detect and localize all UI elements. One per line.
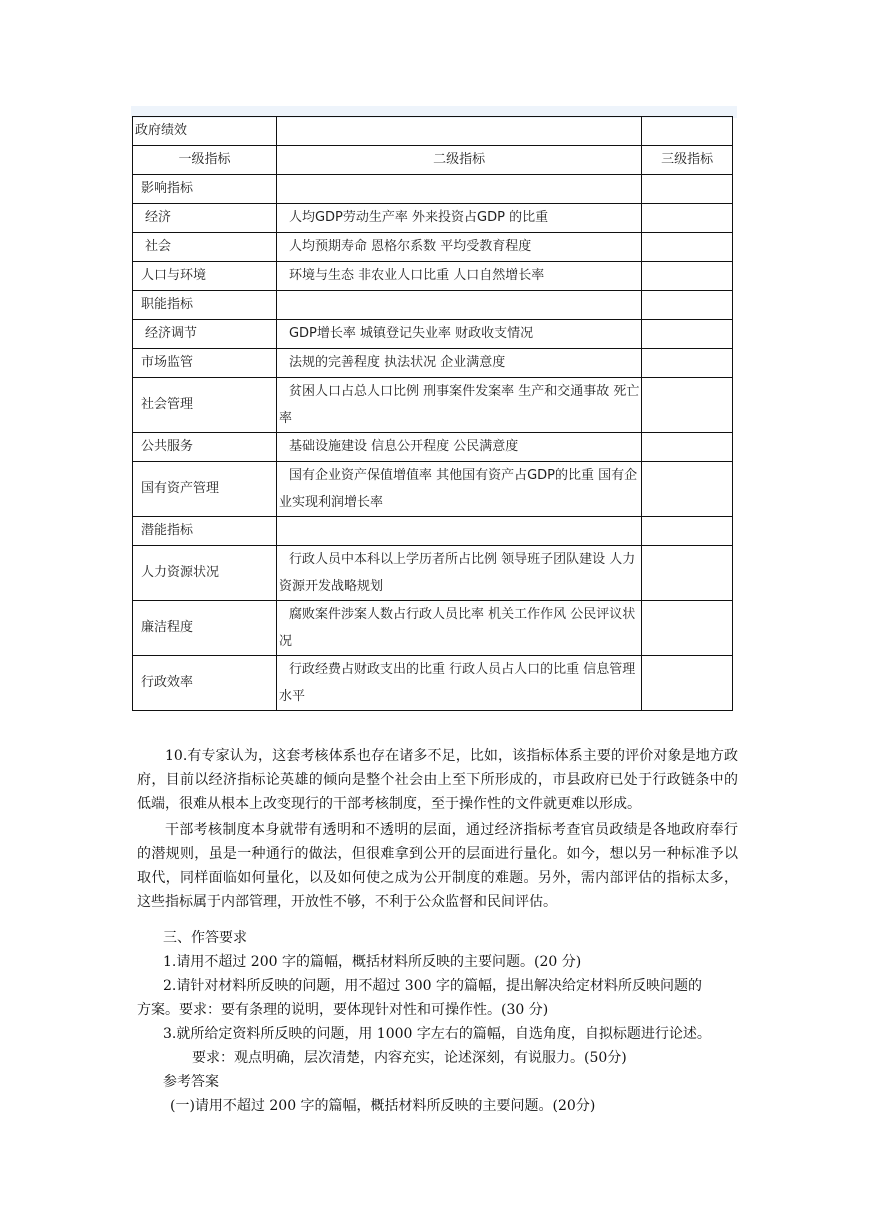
question-2: 2.请针对材料所反映的问题，用不超过 300 字的篇幅，提出解决给定材料所反映问题的 — [163, 978, 702, 994]
row-label: 经济 — [145, 210, 172, 225]
row-detail: 环境与生态 非农业人口比重 人口自然增长率 — [288, 268, 545, 283]
question-1: 1.请用不超过 200 字的篇幅，概括材料所反映的主要问题。(20 分) — [163, 954, 582, 970]
row-detail: 人均GDP劳动生产率 外来投资占GDP 的比重 — [288, 210, 549, 225]
paragraph-10: 10.有专家认为，这套考核体系也存在诸多不足，比如，该指标体系主要的评价对象是地方政府，目前以经济指标论英雄的倾向是整个社会由上至下所形成的，市县政府已处于行政链条中的低端，很难从根本上改变现行的干部考核制度，至于操作性的文件就更难以形成。 — [137, 748, 738, 812]
table-row — [133, 175, 733, 204]
indicator-table — [132, 116, 733, 711]
row-detail: 法规的完善程度 执法状况 企业满意度 — [288, 355, 506, 370]
row-detail: 基础设施建设 信息公开程度 公民满意度 — [288, 439, 519, 454]
paragraph-11: 干部考核制度本身就带有透明和不透明的层面，通过经济指标考查官员政绩是各地政府奉行的潜规则，虽是一种通行的做法，但很难拿到公开的层面进行量化。如今，想以另一种标准予以取代，同样面临如何量化，以及如何使之成为公开制度的难题。另外，需内部评估的指标太多，这些指标属于内部管理，开放性不够，不利于公众监督和民间评估。 — [137, 822, 738, 910]
table-row — [133, 204, 733, 233]
question-3: 3.就所给定资料所反映的问题，用 1000 字左右的篇幅，自选角度，自拟标题进行论述。 — [163, 1026, 711, 1042]
section-heading: 三、作答要求 — [163, 930, 247, 946]
row-label: 公共服务 — [141, 439, 194, 454]
header-level2: 二级指标 — [276, 146, 641, 175]
row-label: 社会管理 — [141, 397, 194, 412]
table-row — [133, 656, 733, 711]
row-detail: 国有企业资产保值增值率 其他国有资产占GDP的比重 国有企业实现利润增长率 — [278, 468, 638, 510]
row-label: 行政效率 — [141, 675, 194, 690]
answer-heading: 参考答案 — [163, 1074, 219, 1090]
table-row — [133, 517, 733, 546]
header-level3: 三级指标 — [642, 146, 733, 175]
row-label: 国有资产管理 — [141, 481, 220, 496]
table-title-row — [133, 117, 733, 146]
answer-1: (一)请用不超过 200 字的篇幅，概括材料所反映的主要问题。(20分) — [170, 1098, 596, 1114]
row-label: 市场监管 — [141, 355, 194, 370]
row-label: 影响指标 — [141, 181, 194, 196]
row-label: 廉洁程度 — [141, 620, 194, 635]
table-row — [133, 262, 733, 291]
row-detail: GDP增长率 城镇登记失业率 财政收支情况 — [288, 326, 534, 341]
row-detail — [279, 523, 289, 538]
row-label: 人力资源状况 — [141, 565, 220, 580]
table-row — [133, 433, 733, 462]
table-row — [133, 601, 733, 656]
row-detail: 行政人员中本科以上学历者所占比例 领导班子团队建设 人力资源开发战略规划 — [278, 552, 636, 594]
question-3-requirement: 要求：观点明确，层次清楚，内容充实，论述深刻，有说服力。(50分) — [192, 1050, 627, 1066]
table-row — [133, 233, 733, 262]
row-detail — [279, 297, 289, 312]
table-row — [133, 349, 733, 378]
table-row — [133, 462, 733, 517]
row-label: 人口与环境 — [141, 268, 207, 283]
question-2-requirement: 方案。要求：要有条理的说明，要体现针对性和可操作性。(30 分) — [137, 1002, 549, 1018]
row-label: 社会 — [145, 239, 172, 254]
table-row — [133, 378, 733, 433]
header-level1: 一级指标 — [133, 146, 277, 175]
table-title: 政府绩效 — [133, 117, 277, 146]
row-label: 经济调节 — [145, 326, 198, 341]
row-detail: 人均预期寿命 恩格尔系数 平均受教育程度 — [288, 239, 532, 254]
table-row — [133, 320, 733, 349]
row-detail: 腐败案件涉案人数占行政人员比率 机关工作作风 公民评议状况 — [278, 607, 636, 649]
row-label: 潜能指标 — [141, 523, 194, 538]
row-detail: 行政经费占财政支出的比重 行政人员占人口的比重 信息管理水平 — [278, 662, 636, 704]
table-header-row — [133, 146, 733, 175]
row-label: 职能指标 — [141, 297, 194, 312]
row-detail — [279, 181, 289, 196]
table-row — [133, 546, 733, 601]
table-row — [133, 291, 733, 320]
row-detail: 贫困人口占总人口比例 刑事案件发案率 生产和交通事故 死亡率 — [278, 384, 640, 426]
